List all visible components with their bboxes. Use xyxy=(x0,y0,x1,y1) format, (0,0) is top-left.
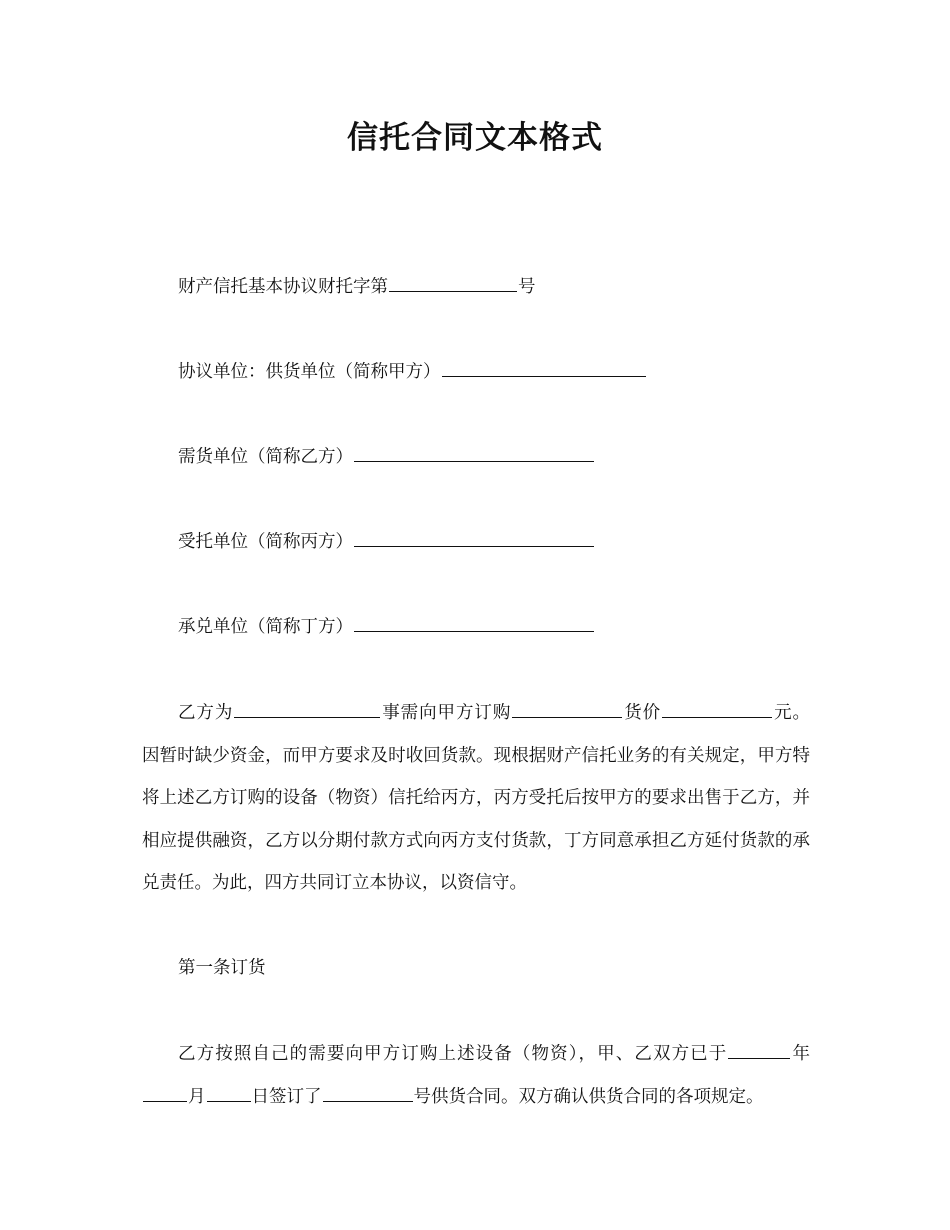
article-1-text-month: 月 xyxy=(188,1086,206,1107)
party-c-label: 受托单位（简称丙方） xyxy=(178,532,353,552)
intro-purpose-blank xyxy=(234,699,380,718)
article-1-text-1: 乙方按照自己的需要向甲方订购上述设备（物资），甲、乙双方已于 xyxy=(178,1044,728,1064)
agreement-number-blank xyxy=(389,273,517,292)
intro-text-3: 货价 xyxy=(623,703,662,723)
agreement-number-line xyxy=(178,272,536,302)
party-a-label: 协议单位：供货单位（简称甲方） xyxy=(178,362,441,382)
party-d-label: 承兑单位（简称丁方） xyxy=(178,617,353,637)
article-1-contract-number-blank xyxy=(323,1083,413,1102)
article-1-month-blank xyxy=(143,1083,187,1102)
intro-paragraph xyxy=(142,692,810,905)
agreement-number-suffix: 号 xyxy=(518,277,536,297)
intro-text-4: 元。因暂时缺少资金，而甲方要求及时收回货款。现根据财产信托业务的有关规定，甲方特将上述乙方订购的设备（物资）信托给丙方，丙方受托后按甲方的要求出售于乙方，并相应提供融资，乙方以分期付款方式向丙方支付货款，丁方同意承担乙方延付货款的承兑责任。为此，四方共同订立本协议，以资信守。 xyxy=(142,703,810,893)
agreement-number-label: 财产信托基本协议财托字第 xyxy=(178,277,388,297)
article-1-text-day: 日签订了 xyxy=(251,1086,322,1107)
article-1-paragraph xyxy=(142,1033,810,1118)
party-a-line xyxy=(178,357,647,387)
party-c-line xyxy=(178,527,595,557)
article-1-year-blank xyxy=(728,1040,790,1059)
article-1-heading: 第一条订货 xyxy=(178,958,266,978)
party-b-blank xyxy=(354,443,594,462)
article-1-text-year: 年 xyxy=(791,1044,811,1064)
intro-text-1: 乙方为 xyxy=(178,703,234,723)
party-a-blank xyxy=(442,358,646,377)
party-d-line xyxy=(178,612,595,642)
party-c-blank xyxy=(354,528,594,547)
document-title: 信托合同文本格式 xyxy=(347,120,603,156)
intro-text-2: 事需向甲方订购 xyxy=(381,703,512,723)
party-d-blank xyxy=(354,613,594,632)
intro-goods-blank xyxy=(512,699,622,718)
party-b-label: 需货单位（简称乙方） xyxy=(178,447,353,467)
article-1-text-5: 号供货合同。双方确认供货合同的各项规定。 xyxy=(413,1086,764,1107)
party-b-line xyxy=(178,442,595,472)
article-1-day-blank xyxy=(207,1083,251,1102)
intro-price-blank xyxy=(662,699,772,718)
